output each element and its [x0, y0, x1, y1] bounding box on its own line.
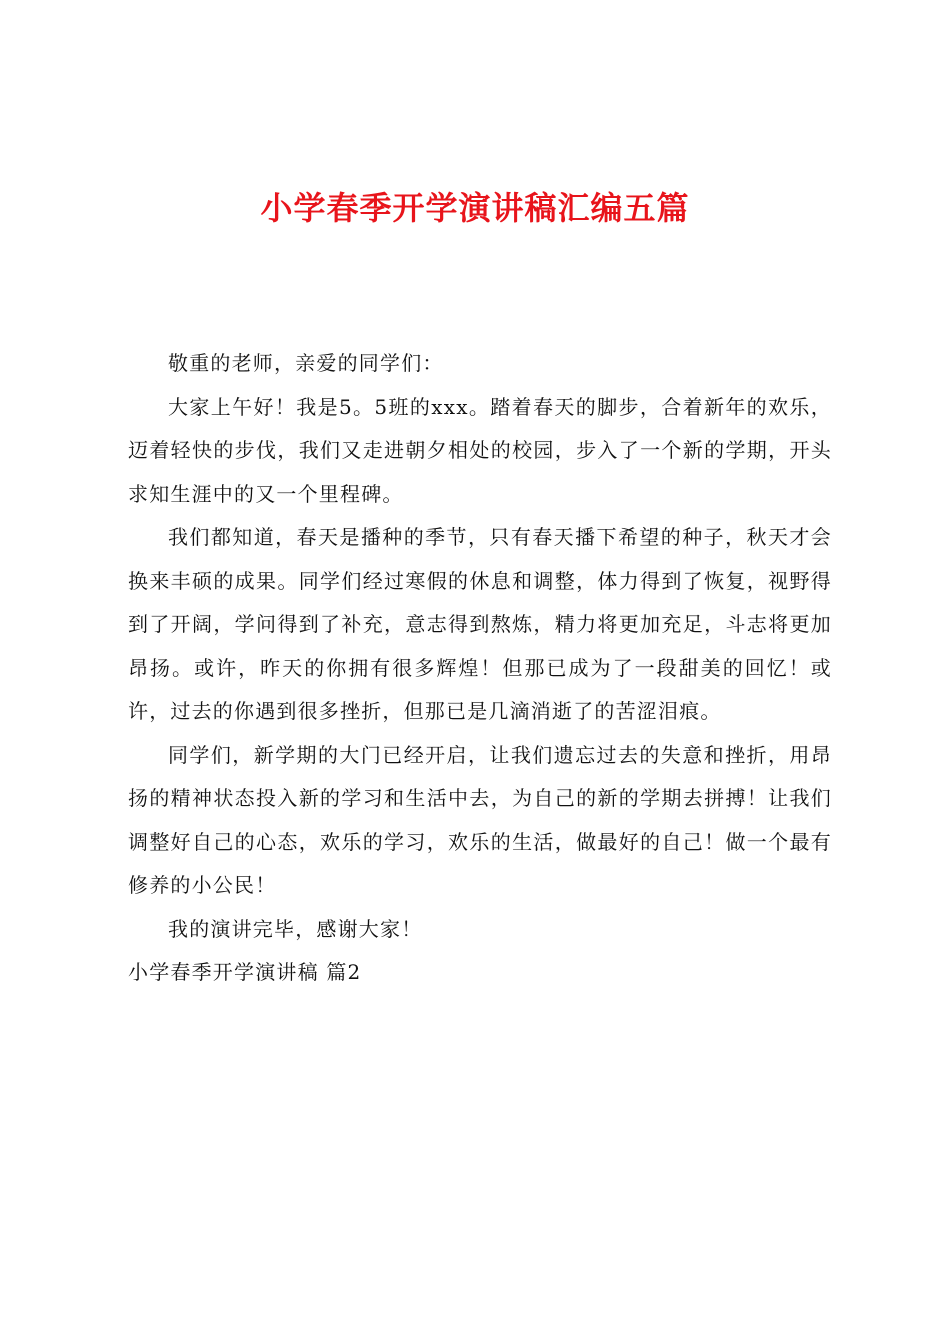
body-paragraph: 我们都知道，春天是播种的季节，只有春天播下希望的种子，秋天才会换来丰硕的成果。同学们经过寒假的休息和调整，体力得到了恢复，视野得到了开阔，学问得到了补充，意志得到熬炼，精力将更加充足，斗志将更加昂扬。或许，昨天的你拥有很多辉煌！但那已成为了一段甜美的回忆！或许，过去的你遇到很多挫折，但那已是几滴消逝了的苦涩泪痕。: [128, 525, 832, 723]
salutation-paragraph: 敬重的老师，亲爱的同学们：: [168, 351, 444, 375]
body-paragraph: 同学们，新学期的大门已经开启，让我们遗忘过去的失意和挫折，用昂扬的精神状态投入新的学习和生活中去，为自己的新的学期去拼搏！让我们调整好自己的心态，欢乐的学习，欢乐的生活，做最好的自己！做一个最有修养的小公民！: [128, 742, 832, 897]
body-paragraph: 大家上午好！我是5。5班的xxx。踏着春天的脚步，合着新年的欢乐，迈着轻快的步伐，我们又走进朝夕相处的校园，步入了一个新的学期，开头求知生涯中的又一个里程碑。: [128, 394, 832, 506]
document-body: [128, 342, 832, 995]
section-heading: 小学春季开学演讲稿 篇2: [128, 960, 362, 984]
closing-paragraph: 我的演讲完毕，感谢大家！: [168, 916, 423, 941]
document-title: 小学春季开学演讲稿汇编五篇: [260, 189, 690, 227]
